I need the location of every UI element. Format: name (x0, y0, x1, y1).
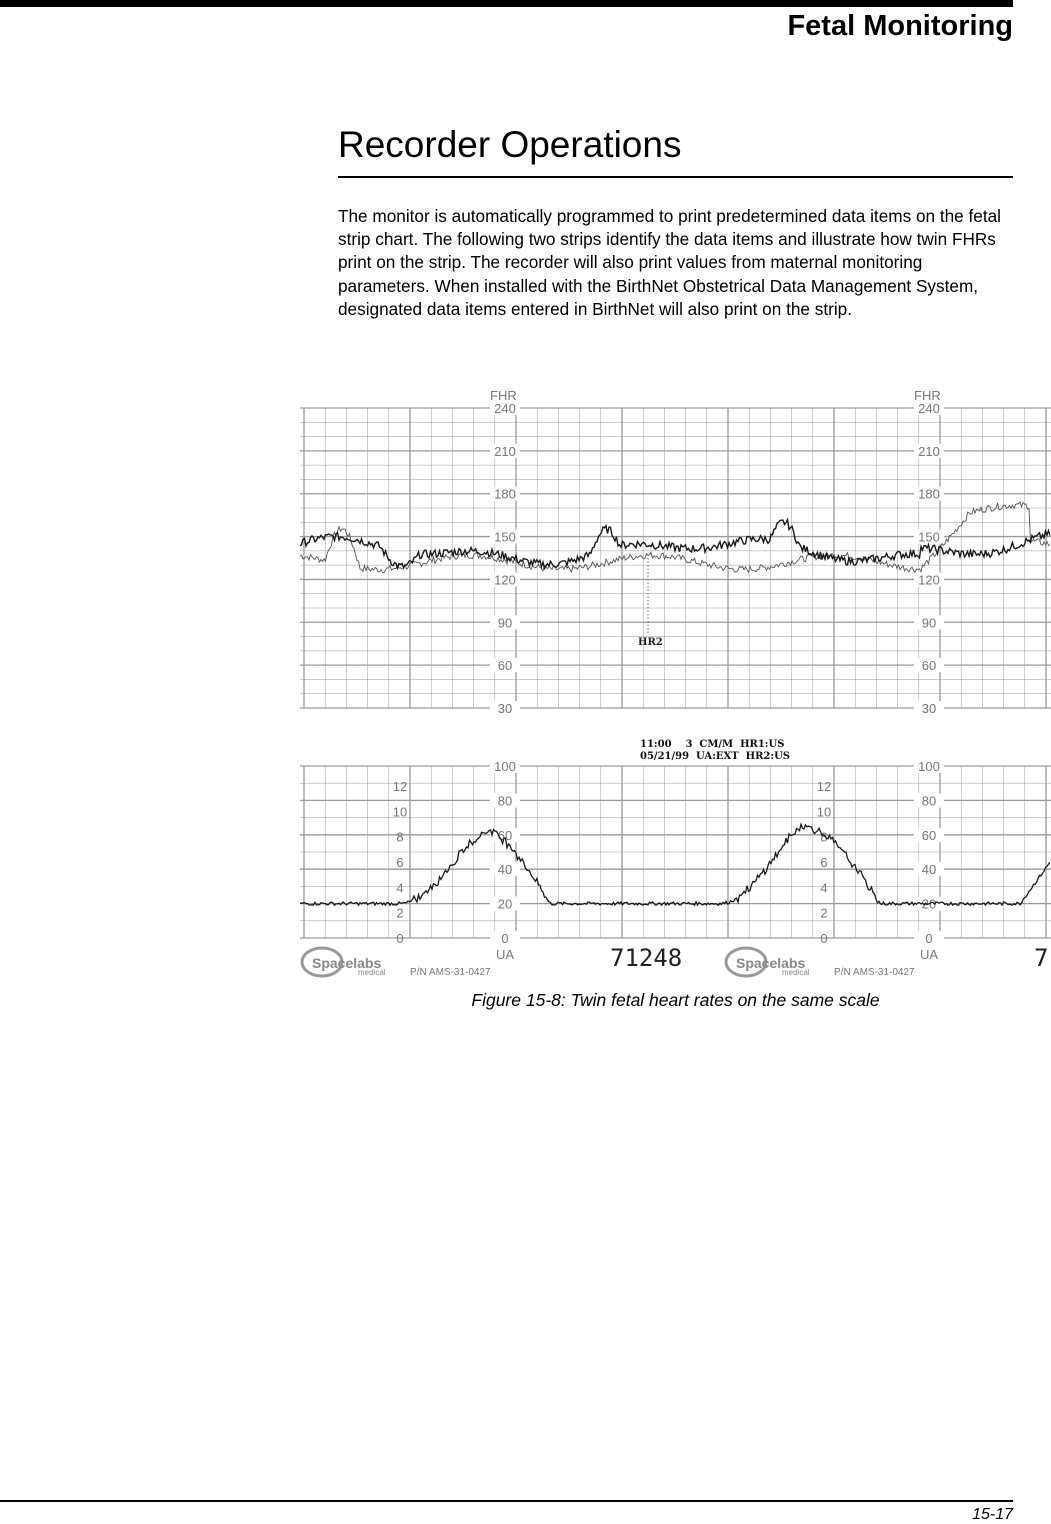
brand-sub: medical (358, 968, 386, 977)
fhr-tick-label: 90 (497, 615, 513, 631)
ua-tick-label: 60 (921, 827, 937, 843)
fetal-strip-figure (300, 368, 1051, 980)
ua-axis-title-left: UA (496, 947, 515, 962)
mmhg-tick-label: 12 (392, 779, 408, 794)
fhr-tick-label: 30 (497, 701, 513, 716)
fhr-tick-label: 120 (494, 572, 516, 588)
mmhg-tick-label: 10 (816, 804, 832, 820)
strip-labels (393, 401, 944, 946)
mmhg-tick-label: 4 (396, 880, 404, 896)
fhr-axis-title-right: FHR (914, 388, 941, 403)
mmhg-tick-label: 8 (820, 829, 828, 845)
ua-tick-label: 80 (497, 793, 513, 809)
hr2-marker: HR2 (638, 637, 663, 648)
ua-tick-label: 20 (921, 896, 937, 912)
fhr-tick-label: 210 (918, 443, 940, 459)
fhr-tick-label: 180 (494, 486, 516, 502)
spacelabs-logo-right (726, 948, 810, 977)
fhr-tick-label: 90 (921, 615, 937, 631)
bottom-rule (0, 1500, 1013, 1502)
ua-tick-label: 0 (925, 931, 933, 946)
mmhg-tick-label: 4 (820, 880, 828, 896)
part-number-left: P/N AMS-31-0427 (410, 967, 491, 978)
mmhg-tick-label: 0 (396, 931, 404, 946)
fhr-tick-label: 60 (921, 658, 937, 674)
fetal-strip-image (300, 368, 1051, 980)
fhr-tick-label: 30 (921, 701, 937, 716)
ua-tick-label: 60 (497, 827, 513, 843)
ua-tick-label: 40 (921, 862, 937, 878)
mmhg-tick-label: 6 (820, 855, 828, 870)
brand-sub: medical (782, 968, 810, 977)
page-counter: 71248 (610, 944, 683, 972)
fhr-axis-title-left: FHR (490, 388, 517, 403)
fhr-tick-label: 120 (918, 572, 940, 588)
mmhg-tick-label: 10 (392, 804, 408, 820)
fhr-tick-label: 180 (918, 486, 940, 502)
section-body: The monitor is automatically programmed to print predetermined data items on the fetal strip chart. The following two strips identify the data items and illustrate how twin FHRs print on the strip. The recorder will also print values from maternal monitoring parameters. When installed with the BirthNet Obstetrical Data Management System, designated data items entered in BirthNet will also print on the strip. (338, 206, 1001, 319)
mmhg-tick-label: 2 (820, 905, 828, 921)
fhr-tick-label: 60 (497, 658, 513, 674)
ua-tick-label: 20 (497, 896, 513, 912)
fhr-tick-label: 240 (494, 401, 516, 416)
annotation-line-1: 11:00 3 CM/M HR1:US (640, 739, 785, 750)
ua-axis-title-right: UA (920, 947, 939, 962)
brand-name: Spacelabs (312, 955, 382, 971)
mmhg-tick-label: 2 (396, 905, 404, 921)
part-number-right: P/N AMS-31-0427 (834, 967, 915, 978)
brand-name: Spacelabs (736, 955, 806, 971)
ua-tick-label: 40 (497, 862, 513, 878)
fhr-tick-label: 210 (494, 443, 516, 459)
section-title: Recorder Operations (338, 124, 682, 165)
figure-caption: Figure 15-8: Twin fetal heart rates on the same scale (471, 990, 880, 1010)
page-counter-next: 7 (1034, 944, 1049, 972)
ua-tick-label: 80 (921, 793, 937, 809)
mmhg-tick-label: 8 (396, 829, 404, 845)
mmhg-tick-label: 6 (396, 855, 404, 870)
fhr-tick-label: 150 (494, 529, 516, 545)
ua-tick-label: 100 (494, 759, 516, 774)
top-rule (0, 0, 1013, 7)
fhr-tick-label: 240 (918, 401, 940, 416)
section-rule (338, 176, 1013, 178)
page-number: 15-17 (972, 1506, 1013, 1523)
annotation-line-2: 05/21/99 UA:EXT HR2:US (640, 751, 791, 762)
ua-tick-label: 100 (918, 759, 940, 774)
spacelabs-logo-left (302, 948, 386, 977)
ua-tick-label: 0 (501, 931, 509, 946)
mmhg-tick-label: 12 (816, 779, 832, 794)
mmhg-tick-label: 0 (820, 931, 828, 946)
fhr-tick-label: 150 (918, 529, 940, 545)
chapter-header: Fetal Monitoring (787, 10, 1013, 42)
